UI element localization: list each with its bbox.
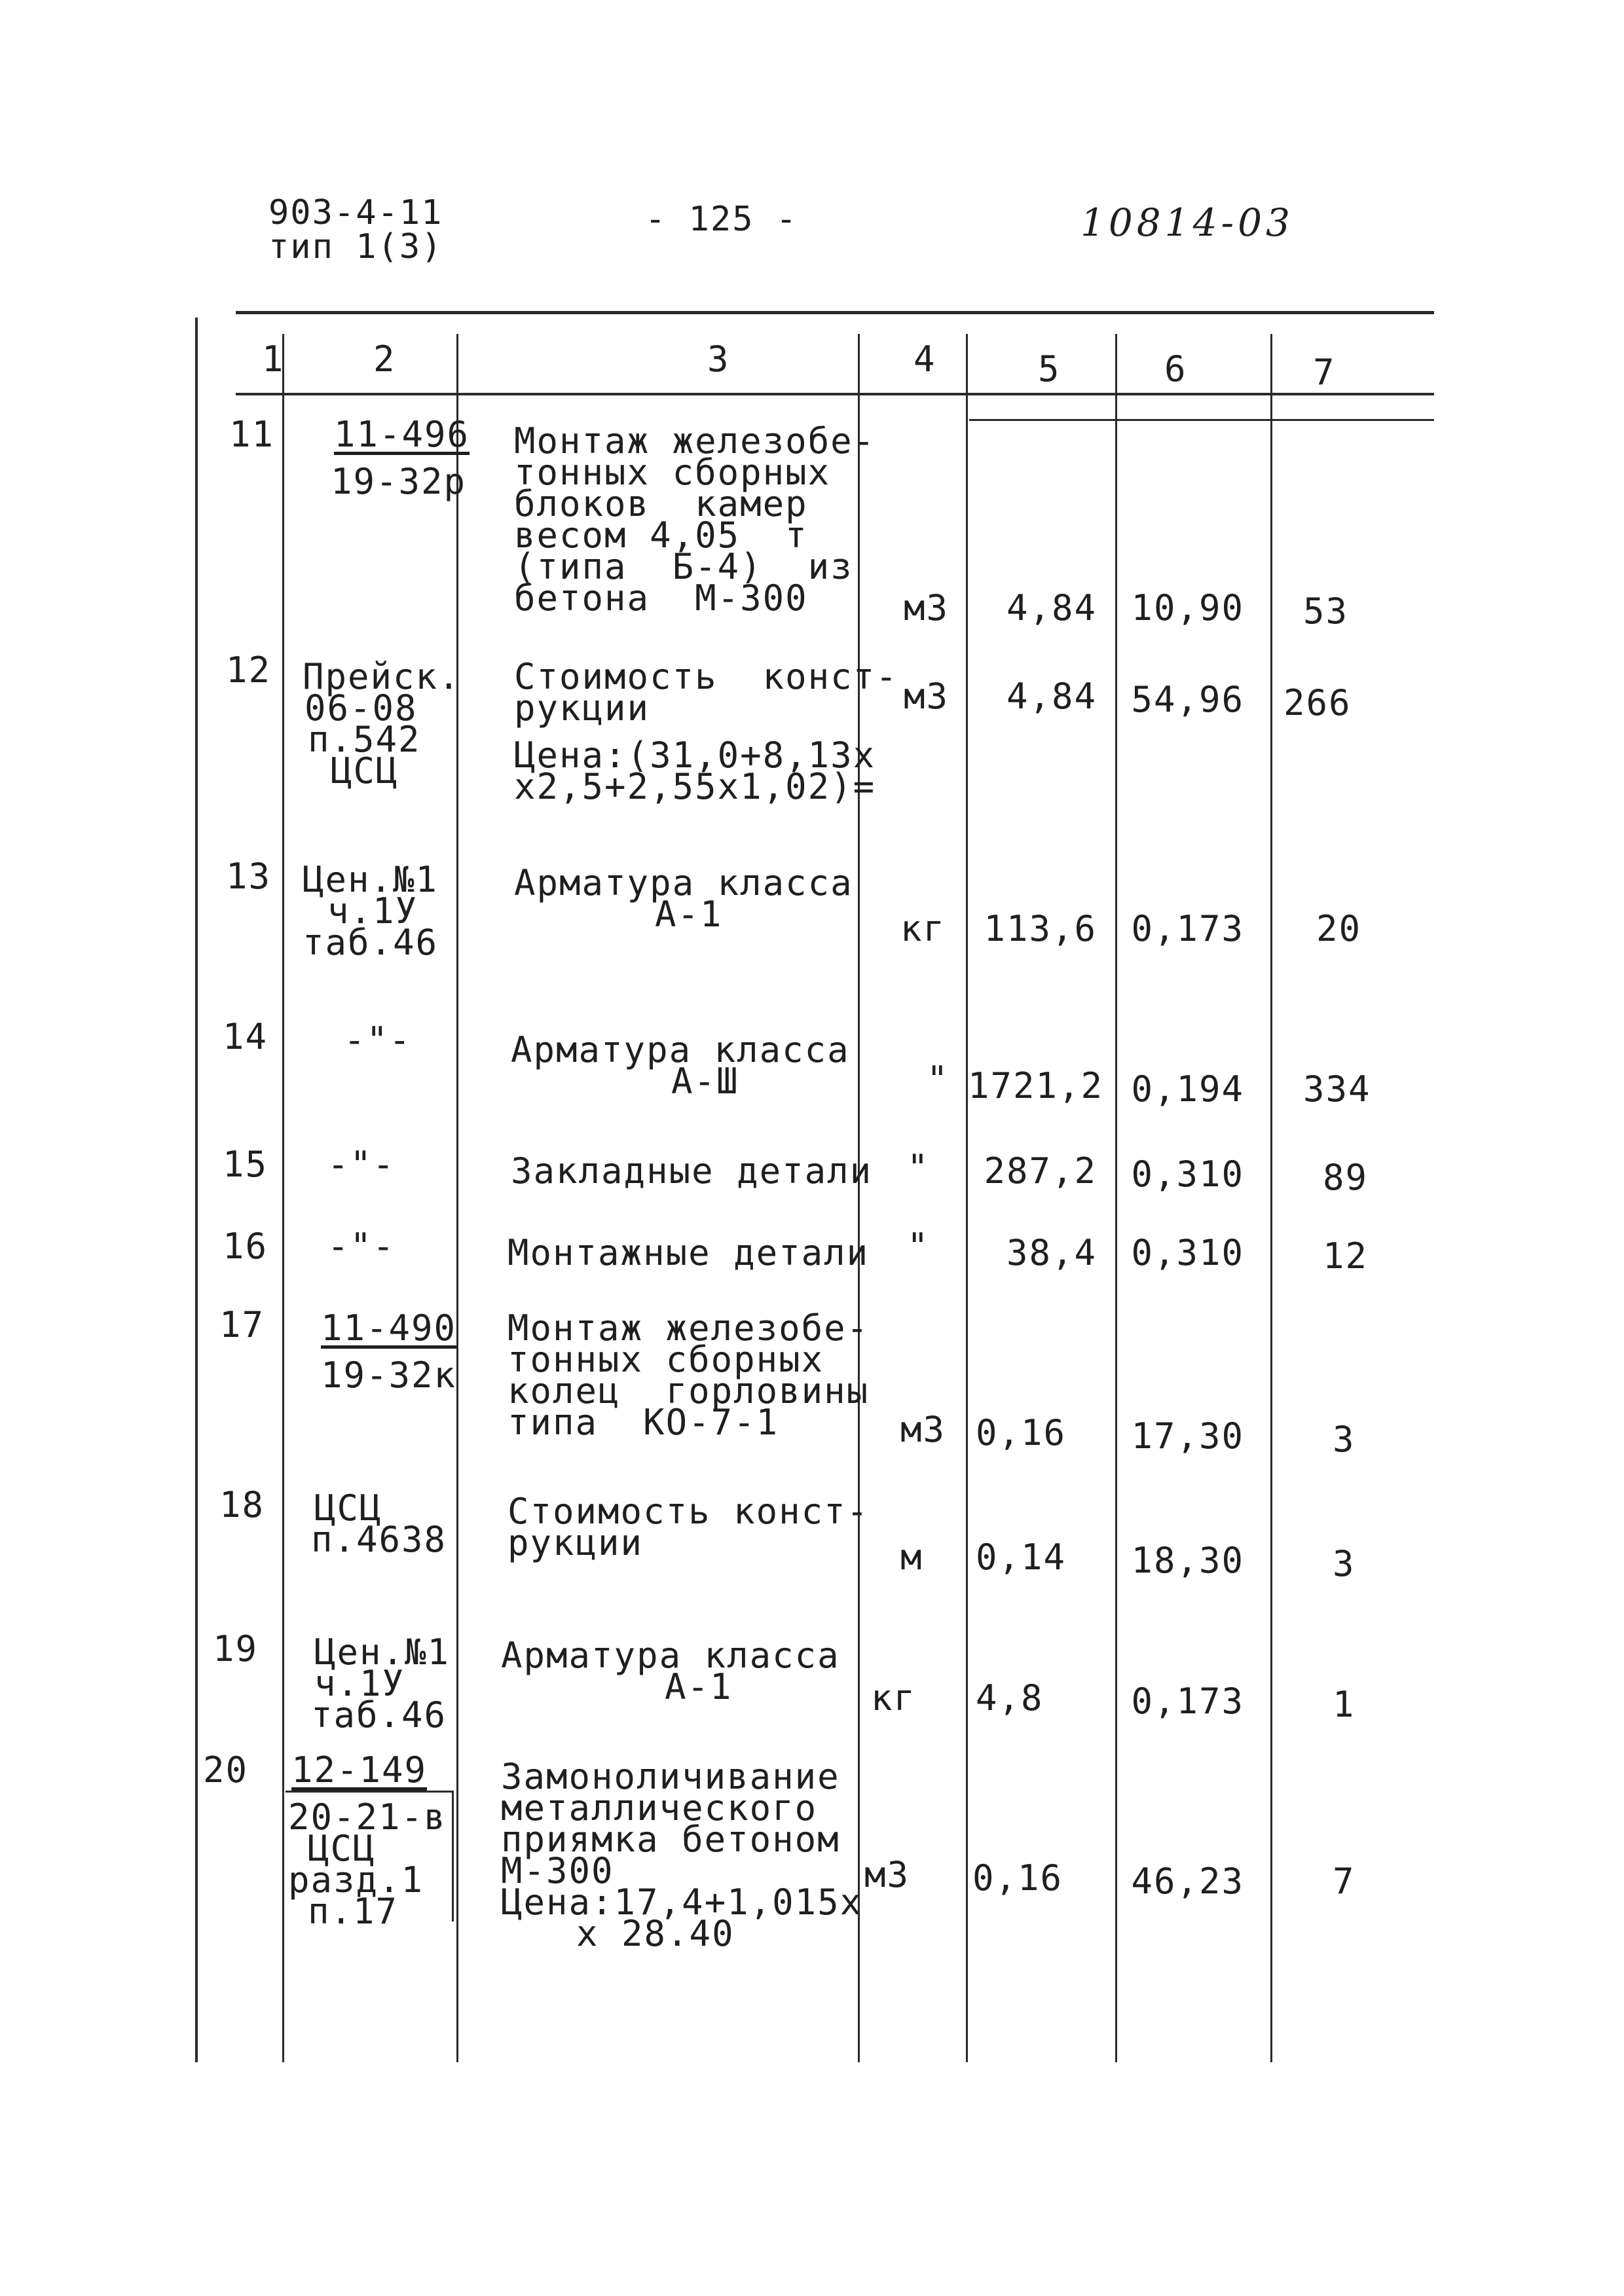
row-reference: Цен.№1 [314, 1631, 451, 1673]
row-unit-price: 18,30 [1131, 1540, 1244, 1581]
column-divider-5 [1115, 334, 1117, 2062]
table-top-rule [236, 311, 1434, 314]
row-description: х2,5+2,55х1,02)= [514, 766, 876, 807]
row-quantity: 287,2 [984, 1150, 1097, 1192]
row-reference: 19-32р [331, 461, 467, 502]
row-unit-price: 0,194 [1131, 1068, 1244, 1110]
table-header-rule [236, 393, 1434, 395]
row-unit-price: 0,173 [1131, 1681, 1244, 1722]
row-description: Монтаж железобе- [514, 420, 876, 462]
row-reference: п.542 [308, 719, 421, 760]
row-description: блоков камер [514, 483, 808, 524]
row-reference: -"- [327, 1144, 396, 1185]
reference-box-top [286, 1791, 453, 1793]
row-description: Стоимость конст- [514, 656, 898, 697]
handwritten-reference: 10814-03 [1080, 200, 1294, 245]
row-total: 7 [1333, 1861, 1356, 1902]
document-code: 903-4-11 [268, 193, 443, 232]
row-number: 18 [219, 1484, 265, 1525]
row-description: Цена:(31,0+8,13х [514, 735, 876, 776]
column-divider-4 [966, 334, 968, 2062]
row-unit: м3 [864, 1854, 910, 1895]
row-unit-price: 54,96 [1131, 679, 1244, 720]
row-description: Закладные детали [511, 1150, 873, 1192]
row-description: рукции [507, 1522, 644, 1563]
row-quantity: 4,84 [1006, 587, 1097, 629]
row-description: тонных сборных [514, 452, 831, 493]
row-description: Арматура класса [501, 1635, 840, 1676]
row-total: 266 [1283, 682, 1352, 723]
row-reference: ЦСЦ [331, 750, 399, 792]
row-unit: м3 [904, 587, 950, 629]
row-reference: 20-21-в [288, 1796, 447, 1838]
row-description: х 28.40 [576, 1913, 735, 1954]
row-unit: " [907, 1226, 930, 1267]
row-reference: ч.1У [327, 890, 418, 932]
row-reference: разд.1 [288, 1859, 424, 1901]
row-reference: Прейск. [303, 656, 461, 697]
column-header-2: 2 [373, 338, 396, 380]
row-total: 334 [1303, 1068, 1371, 1110]
column-divider-6 [1270, 334, 1272, 2062]
row-number: 20 [203, 1749, 249, 1791]
row-unit: м3 [904, 676, 950, 717]
row-description: Цена:17,4+1,015х [501, 1882, 863, 1923]
column-header-3: 3 [707, 338, 730, 380]
row-description: Монтаж железобе- [507, 1307, 870, 1349]
row-total: 3 [1333, 1419, 1356, 1460]
row-unit-price: 17,30 [1131, 1415, 1244, 1457]
row-unit: м3 [900, 1409, 946, 1450]
row-number: 11 [229, 414, 275, 455]
row-number: 16 [223, 1226, 268, 1267]
row-description: Замоноличивание [501, 1756, 840, 1797]
row-unit-price: 0,310 [1131, 1154, 1244, 1195]
row-description: А-1 [655, 894, 723, 935]
left-border [195, 318, 198, 2062]
row-reference: п.17 [308, 1891, 399, 1932]
row-description: Арматура класса [511, 1029, 850, 1070]
row-unit-price: 10,90 [1131, 587, 1244, 629]
row-description: металлического [501, 1787, 818, 1829]
row-reference: Цен.№1 [303, 859, 439, 900]
row-number: 13 [226, 856, 272, 897]
row-reference: 06-08 [304, 687, 418, 729]
row-description: бетона М-300 [514, 577, 808, 619]
row-unit: кг [900, 908, 946, 949]
column-divider-2 [456, 334, 458, 2062]
row-total: 89 [1323, 1157, 1369, 1198]
row-quantity: 1721,2 [968, 1065, 1104, 1106]
row-description: М-300 [501, 1850, 614, 1891]
row-reference: таб.46 [311, 1694, 447, 1736]
table-header-rule-right [969, 419, 1434, 421]
row-quantity: 38,4 [1006, 1232, 1097, 1273]
column-header-5: 5 [1038, 348, 1061, 390]
row-description: типа КО-7-1 [507, 1402, 779, 1443]
column-header-6: 6 [1164, 348, 1187, 390]
row-reference: п.4638 [311, 1519, 447, 1560]
row-number: 17 [219, 1304, 265, 1345]
column-divider-1 [282, 334, 284, 2062]
column-header-4: 4 [913, 338, 936, 380]
row-description: Арматура класса [514, 862, 853, 903]
column-divider-3 [858, 334, 860, 2062]
row-unit-price: 0,173 [1131, 908, 1244, 949]
row-reference: ЦСЦ [308, 1828, 376, 1869]
row-reference: ч.1У [314, 1663, 405, 1704]
row-description: (типа Б-4) из [514, 546, 853, 587]
row-number: 12 [226, 649, 272, 691]
row-description: А-Ш [671, 1061, 739, 1102]
row-description: колец горловины [507, 1370, 870, 1412]
row-reference: 19-32к [321, 1355, 457, 1396]
document-type: тип 1(3) [268, 227, 443, 266]
row-total: 3 [1333, 1543, 1356, 1584]
row-unit-price: 0,310 [1131, 1232, 1244, 1273]
row-reference: -"- [344, 1019, 412, 1061]
row-quantity: 0,16 [976, 1412, 1067, 1453]
row-quantity: 0,16 [972, 1857, 1063, 1899]
row-reference: -"- [327, 1226, 396, 1267]
row-description: Монтажные детали [507, 1232, 870, 1273]
row-description: весом 4,05 т [514, 515, 808, 556]
row-quantity: 4,8 [976, 1677, 1044, 1719]
row-unit: " [907, 1147, 930, 1188]
row-number: 14 [223, 1016, 268, 1057]
row-description: Стоимость конст- [507, 1491, 870, 1532]
row-unit: м [900, 1537, 923, 1578]
row-total: 20 [1316, 908, 1362, 949]
column-header-1: 1 [262, 338, 285, 380]
page-number: - 125 - [645, 200, 798, 239]
row-reference: 12-149 [291, 1749, 428, 1791]
row-reference: таб.46 [303, 922, 439, 963]
row-total: 1 [1333, 1684, 1356, 1725]
row-unit: кг [871, 1677, 917, 1719]
row-number: 15 [223, 1144, 268, 1185]
row-reference: 11-490 [321, 1307, 457, 1349]
row-description: приямка бетоном [501, 1819, 840, 1860]
row-total: 12 [1323, 1235, 1369, 1277]
row-quantity: 113,6 [984, 908, 1097, 949]
row-description: рукции [514, 687, 650, 729]
row-reference: ЦСЦ [314, 1487, 382, 1529]
row-reference: 11-496 [334, 414, 470, 455]
row-number: 19 [213, 1628, 259, 1669]
row-description: А-1 [665, 1666, 733, 1707]
reference-box-right [452, 1791, 454, 1922]
row-quantity: 0,14 [976, 1537, 1067, 1578]
row-quantity: 4,84 [1006, 676, 1097, 717]
row-unit: " [927, 1059, 950, 1100]
row-unit-price: 46,23 [1131, 1861, 1244, 1902]
row-description: тонных сборных [507, 1339, 824, 1380]
column-header-7: 7 [1313, 352, 1336, 393]
row-total: 53 [1303, 591, 1349, 632]
